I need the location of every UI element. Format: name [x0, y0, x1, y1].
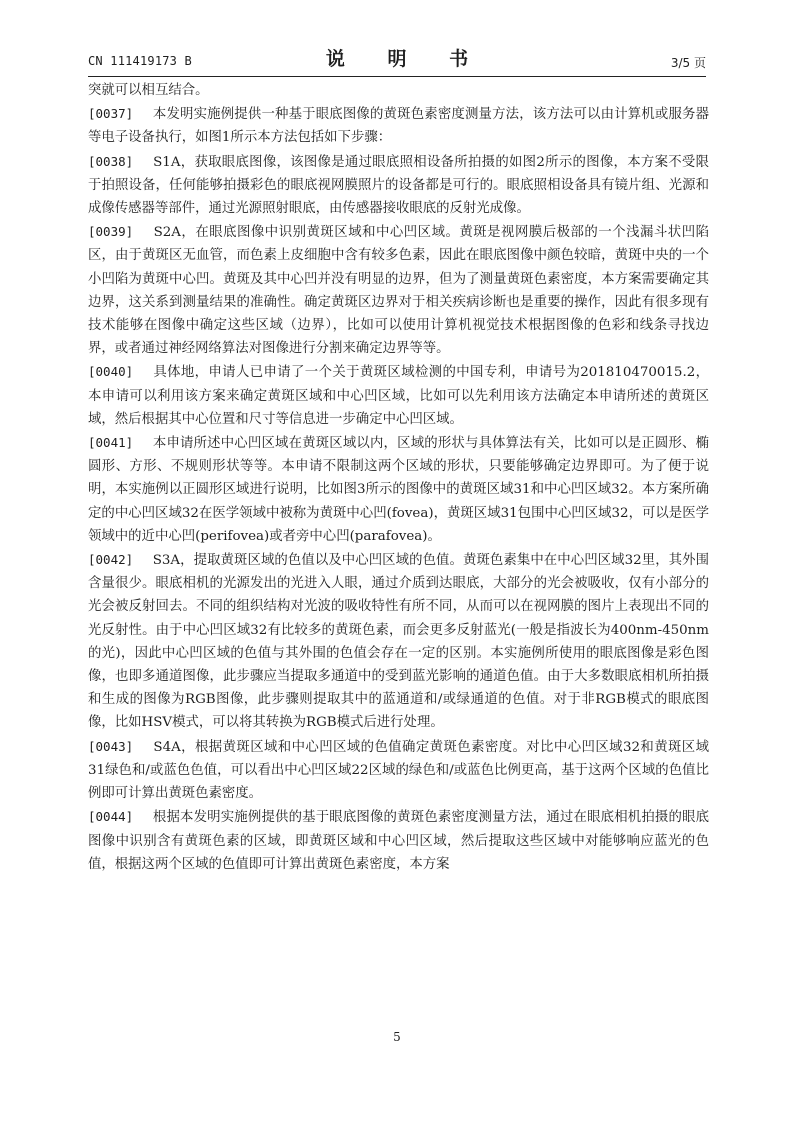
page-indicator: 3/5 页	[670, 56, 706, 70]
paragraph-text: S1A，获取眼底图像，该图像是通过眼底照相设备所拍摄的如图2所示的图像，本方案不受限于拍照设备，任何能够拍摄彩色的眼底视网膜照片的设备都是可行的。眼底照相设备具有镜片组、光源和成像传感器等部件，通过光源照射眼底，由传感器接收眼底的反射光成像。	[88, 154, 709, 217]
paragraph-number: [0040]	[88, 364, 134, 380]
paragraph-number: [0037]	[88, 106, 134, 122]
paragraph-text: S4A，根据黄斑区域和中心凹区域的色值确定黄斑色素密度。对比中心凹区域32和黄斑区域31绿色和/或蓝色色值，可以看出中心凹区域22区域的绿色和/或蓝色比例更高，基于这两个区域的色值比例即可计算出黄斑色素密度。	[88, 739, 710, 802]
paragraph	[88, 150, 709, 221]
paragraph-number: [0042]	[88, 552, 134, 568]
paragraph-number: [0041]	[88, 435, 134, 451]
paragraph-number: [0043]	[88, 738, 134, 754]
page-number: 5	[393, 1030, 401, 1044]
document-body	[88, 79, 709, 876]
paragraph	[88, 220, 709, 360]
paragraph-text: 具体地，申请人已申请了一个关于黄斑区域检测的中国专利，申请号为201810470015.2，本申请可以利用该方案来确定黄斑区域和中心凹区域，比如可以先利用该方法确定本申请所述的黄斑区域，然后根据其中心位置和尺寸等信息进一步确定中心凹区域。	[88, 365, 709, 427]
paragraph-text: 本申请所述中心凹区域在黄斑区域以内，区域的形状与具体算法有关，比如可以是正圆形、椭圆形、方形、不规则形状等等。本申请不限制这两个区域的形状，只要能够确定边界即可。为了便于说明，本实施例以正圆形区域进行说明，比如图3所示的图像中的黄斑区域31和中心凹区域32。本方案所确定的中心凹区域32在医学领域中被称为黄斑中心凹(fovea)，黄斑区域31包围中心凹区域32，可以是医学领域中的近中心凹(perifovea)或者旁中心凹(parafovea)。	[88, 436, 710, 544]
paragraph-text: 本发明实施例提供一种基于眼底图像的黄斑色素密度测量方法，该方法可以由计算机或服务器等电子设备执行，如图1所示本方法包括如下步骤：	[88, 107, 710, 146]
paragraph	[88, 735, 709, 806]
paragraph-number: [0044]	[88, 809, 134, 825]
paragraph-text: 根据本发明实施例提供的基于眼底图像的黄斑色素密度测量方法，通过在眼底相机拍摄的眼底图像中识别含有黄斑色素的区域，即黄斑区域和中心凹区域，然后提取这些区域中对能够响应蓝光的色值，根据这两个区域的色值即可计算出黄斑色素密度，本方案	[88, 810, 710, 872]
paragraph	[88, 360, 709, 431]
continuation-text: 突就可以相互结合。	[88, 83, 209, 98]
paragraph-text: S3A，提取黄斑区域的色值以及中心凹区域的色值。黄斑色素集中在中心凹区域32里，其外围含量很少。眼底相机的光源发出的光进入人眼，通过介质到达眼底，大部分的光会被吸收，仅有小部分的光会被反射回去。不同的组织结构对光波的吸收特性有所不同，从而可以在视网膜的图片上表现出不同的光反射性。由于中心凹区域32有比较多的黄斑色素，而会更多反射蓝光(一般是指波长为400nm-450nm的光)，因此中心凹区域的色值与其外围的色值会存在一定的区别。本实施例所使用的眼底图像是彩色图像，也即多通道图像，此步骤应当提取多通道中的受到蓝光影响的通道色值。由于大多数眼底相机所拍摄和生成的图像为RGB图像，此步骤则提取其中的蓝通道和/或绿通道的色值。对于非RGB模式的眼底图像，比如HSV模式，可以将其转换为RGB模式后进行处理。	[88, 553, 709, 731]
paragraph-list	[88, 102, 709, 876]
paragraph	[88, 431, 709, 548]
paragraph	[88, 548, 709, 735]
paragraph-text: S2A，在眼底图像中识别黄斑区域和中心凹区域。黄斑是视网膜后极部的一个浅漏斗状凹陷区，由于黄斑区无血管，而色素上皮细胞中含有较多色素，因此在眼底图像中颜色较暗，黄斑中央的一个小凹陷为黄斑中心凹。黄斑及其中心凹并没有明显的边界，但为了测量黄斑色素密度，本方案需要确定其边界，这关系到测量结果的准确性。确定黄斑区边界对于相关疾病诊断也是重要的操作，因此有很多现有技术能够在图像中确定这些区域（边界），比如可以使用计算机视觉技术根据图像的色彩和线条寻找边界，或者通过神经网络算法对图像进行分割来确定边界等等。	[88, 225, 709, 357]
paragraph-number: [0039]	[88, 224, 134, 240]
paragraph	[88, 102, 709, 149]
page-header	[88, 42, 706, 77]
patent-number: CN 111419173 B	[88, 54, 192, 68]
document-title: 说 明 书	[325, 48, 487, 70]
paragraph-number: [0038]	[88, 153, 134, 169]
paragraph	[88, 805, 709, 876]
